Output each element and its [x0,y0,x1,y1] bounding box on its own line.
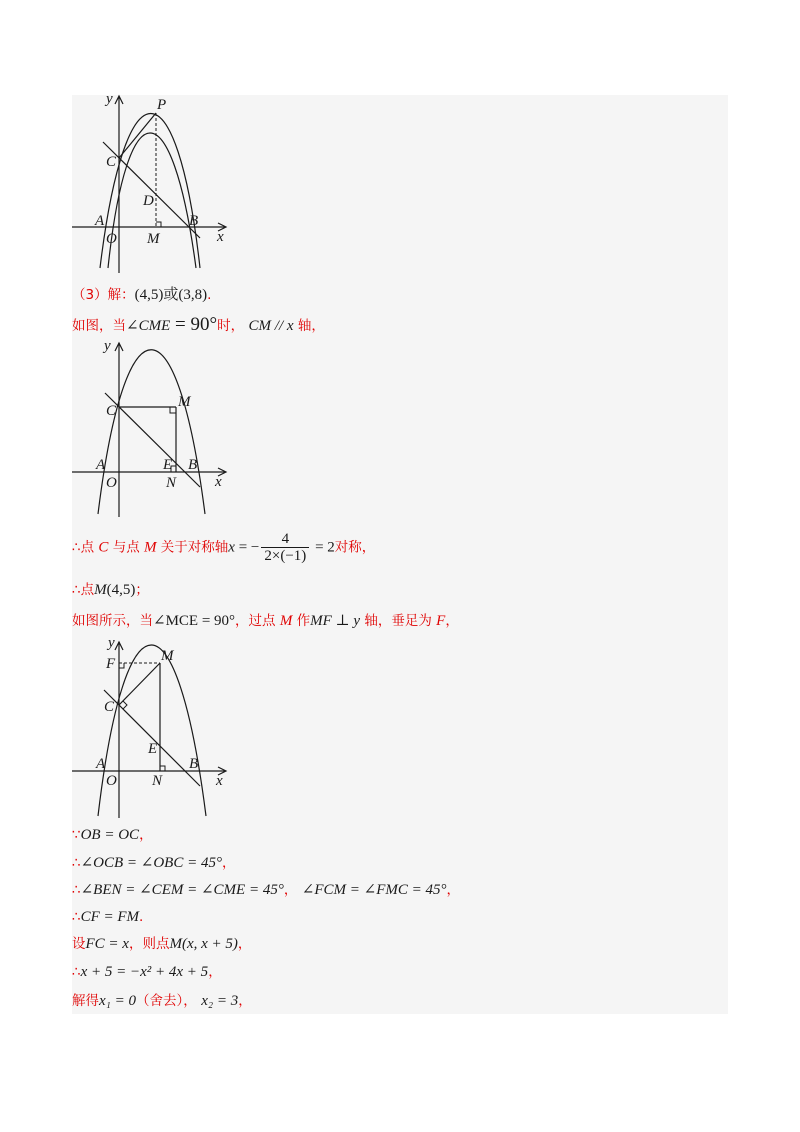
fig3-label-y: y [108,635,115,651]
fig3-label-N: N [152,773,163,789]
fig2-label-x: x [215,474,222,490]
axis-fraction: $\frac{4}{2\times(-1)}$ [261,531,309,564]
fig1-label-O: O [106,231,117,247]
figure-2-cm-parallel [72,335,242,525]
fig2-label-N: N [166,475,177,491]
line-let-fc: 设FC = x，则点M(x, x + 5)， [72,936,252,952]
line-angle-ocb: ∴∠OCB = ∠OBC = 45°， [72,855,236,871]
fig3-label-E: E [148,741,158,757]
fig2-label-C: C [106,403,117,419]
fig3-label-M: M [161,648,174,664]
fig3-label-F: F [106,656,116,672]
fig3-label-O: O [106,773,117,789]
line-part3-answer: （3）解：(4,5)或(3,8). [72,287,212,303]
fig2-label-O: O [106,475,117,491]
figure-3-mf-perpendicular [72,632,242,822]
fig1-label-C: C [106,154,117,170]
line-angles-45: ∴∠BEN = ∠CEM = ∠CME = 45°， ∠FCM = ∠FMC = 45°， [72,882,460,898]
fig1-label-D: D [143,193,154,209]
line-cf-fm: ∴CF = FM. [72,909,144,925]
fig3-label-A: A [96,756,106,772]
figure-1-parabola-P [72,90,242,280]
fig2-label-A: A [96,457,106,473]
fig2-label-E: E [163,457,173,473]
line-case-mce: 如图所示，当∠MCE = 90°，过点 M 作MF ⊥ y 轴，垂足为 F， [72,613,459,629]
fig3-label-x: x [216,773,223,789]
fig1-label-y: y [106,91,113,107]
line-equation: ∴x + 5 = −x² + 4x + 5， [72,964,222,980]
fig1-label-A: A [95,213,105,229]
fig1-label-P: P [157,97,167,113]
fig2-label-B: B [188,457,198,473]
fig3-label-C: C [104,699,115,715]
line-symmetry: ∴点 C 与点 M 关于对称轴x = − $\frac{4}{2\times(-1)}$ = 2对称， [72,531,376,564]
line-case-cme: 如图，当∠CME = 90°时， CM // x 轴， [72,314,325,335]
line-because-ob-oc: ∵OB = OC， [72,827,153,843]
line-point-m: ∴点M(4,5)； [72,582,149,598]
fig1-label-B: B [189,213,199,229]
fig1-label-x: x [217,229,224,245]
fig2-label-y: y [104,338,111,354]
fig2-label-M: M [178,394,191,410]
fig3-label-B: B [189,756,199,772]
fig1-label-M: M [147,231,160,247]
line-solution: 解得x₁ = 0（舍去）， x₂ = 3， [72,993,252,1009]
